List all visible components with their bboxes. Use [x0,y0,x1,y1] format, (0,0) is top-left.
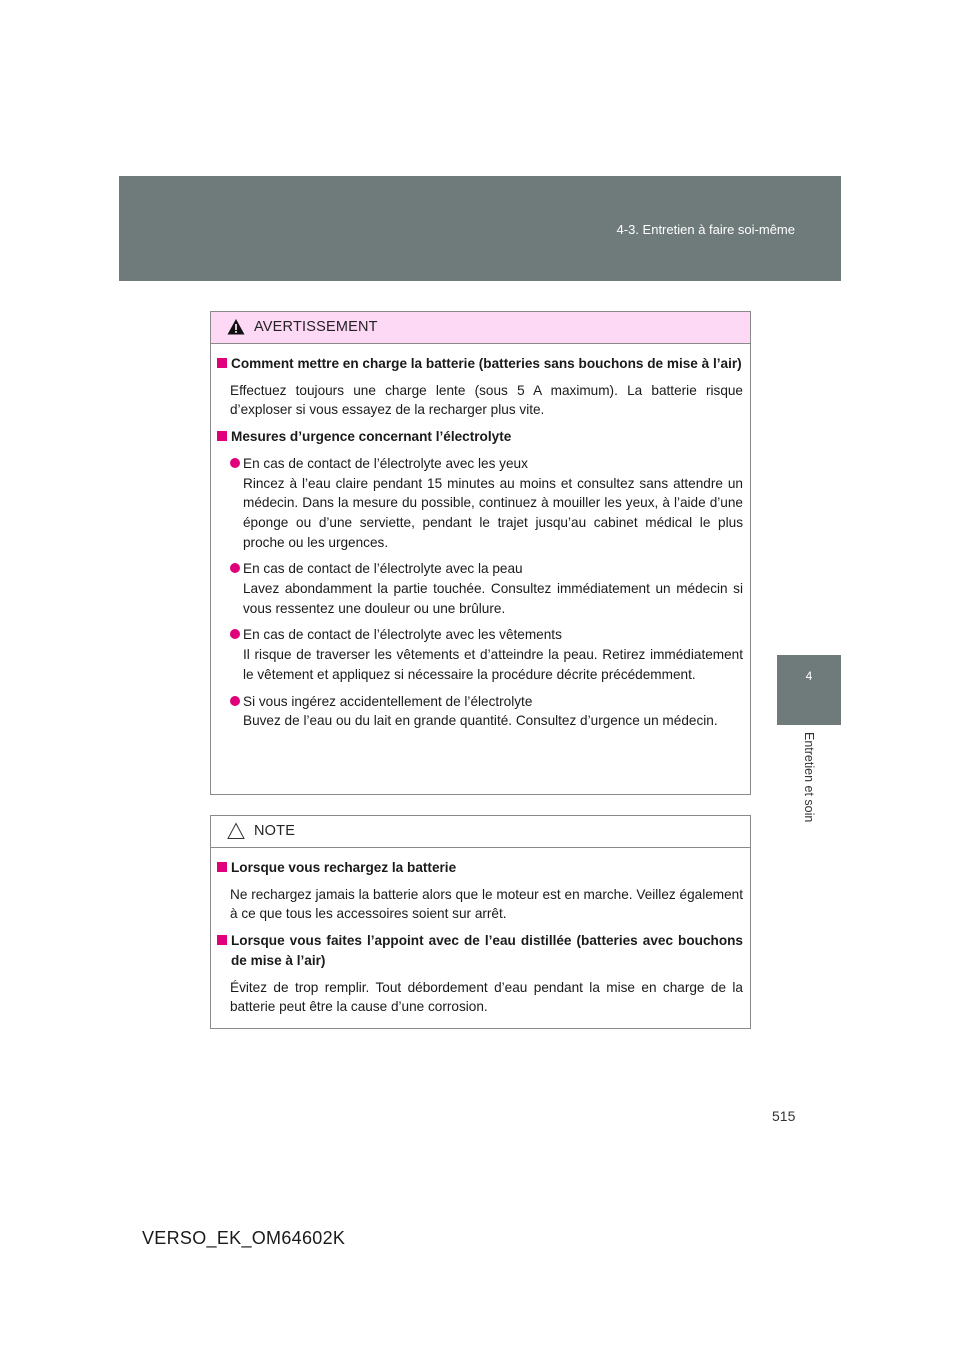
bullet-text: Il risque de traverser les vêtements et d’atteindre la peau. Retirez immédiatement le vêtement et appliquez si nécessaire la procédure décrite précédemment. [243,647,743,682]
note-heading: NOTE [254,823,296,839]
bullet-text: Rincez à l’eau claire pendant 15 minutes au moins et consultez sans attendre un médecin. Dans la mesure du possible, continuez à mouiller les yeux, à l’aide d’une éponge ou d’une serviette, pendant le trajet jusqu’au cabinet médical le plus proche ou les urgences. [243,475,743,550]
square-bullet-icon [217,431,227,441]
round-bullet-icon [230,563,240,573]
bullet-text: Buvez de l’eau ou du lait en grande quantité. Consultez d’urgence un médecin. [243,713,718,729]
square-bullet-icon [217,862,227,872]
list-item [217,692,743,731]
document-code: VERSO_EK_OM64602K [142,1228,346,1248]
bullet-heading: En cas de contact de l’électrolyte avec la peau [243,561,523,577]
square-bullet-icon [217,935,227,945]
chapter-header [119,176,841,281]
section-title-emergency: Mesures d’urgence concernant l’électrolyte [217,427,743,447]
list-item [217,559,743,618]
bullet-heading: En cas de contact de l’électrolyte avec les yeux [243,455,528,471]
section-text-distilled-water: Évitez de trop remplir. Tout débordement d’eau pendant la mise en charge de la batterie peut être la cause d’une corrosion. [230,979,743,1015]
square-bullet-icon [217,358,227,368]
list-item [217,625,743,684]
list-item [217,454,743,553]
warning-box [210,311,751,795]
caution-triangle-icon [227,822,245,840]
note-header [211,816,750,848]
section-title: 4-3. Entretien à faire soi-même [616,222,795,237]
note-box [210,815,751,1029]
section-title-distilled-water: Lorsque vous faites l’appoint avec de l’eau distillée (batteries avec bouchons de mise à l’air) [217,931,743,970]
bullet-heading: En cas de contact de l’électrolyte avec les vêtements [243,627,562,643]
round-bullet-icon [230,629,240,639]
warning-triangle-icon [227,318,245,336]
warning-heading: AVERTISSEMENT [254,319,378,335]
warning-header [211,312,750,344]
bullet-heading: Si vous ingérez accidentellement de l’électrolyte [243,693,533,709]
page-number: 515 [772,1108,796,1124]
section-text-recharging: Ne rechargez jamais la batterie alors que le moteur est en marche. Veillez également à ce que tous les accessoires soient sur arrêt. [230,886,743,922]
section-text-charging: Effectuez toujours une charge lente (sous 5 A maximum). La batterie risque d’exploser si vous essayez de la recharger plus vite. [230,382,743,418]
chapter-label: Entretien et soin [802,732,816,823]
chapter-tab [777,655,841,725]
round-bullet-icon [230,458,240,468]
section-title-charging: Comment mettre en charge la batterie (batteries sans bouchons de mise à l’air) [217,354,743,374]
round-bullet-icon [230,696,240,706]
bullet-text: Lavez abondamment la partie touchée. Consultez immédiatement un médecin si vous ressentez une douleur ou une brûlure. [243,581,743,616]
chapter-number: 4 [805,669,813,683]
section-title-recharging: Lorsque vous rechargez la batterie [217,858,743,878]
